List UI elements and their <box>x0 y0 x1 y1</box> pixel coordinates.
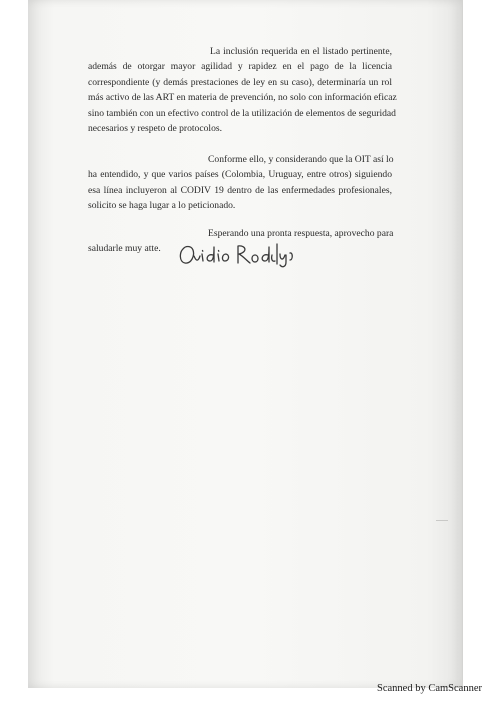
text-line: solicito se haga lugar a lo peticionado. <box>88 200 236 212</box>
closing-salutation: saludarle muy atte. <box>88 243 161 254</box>
text-line: Conforme ello, y considerando que la OIT así lo <box>208 154 394 165</box>
paper-edge-mark <box>436 520 448 521</box>
paragraph-oit <box>88 152 392 214</box>
text-line: Esperando una pronta respuesta, aprovecho para <box>208 228 394 239</box>
text-line: además de otorgar mayor agilidad y rapidez en el pago de la licencia <box>88 61 392 73</box>
handwritten-signature <box>176 238 298 270</box>
paragraph-inclusion <box>88 44 397 136</box>
text-line: correspondiente (y demás prestaciones de ley en su caso), determinaría un rol <box>88 76 392 88</box>
text-line: más activo de las ART en materia de prevención, no solo con información eficaz <box>88 92 397 104</box>
text-line: necesarios y respeto de protocolos. <box>88 123 223 135</box>
text-line: La inclusión requerida en el listado pertinente, <box>210 46 392 57</box>
scanner-watermark: Scanned by CamScanner <box>377 683 482 694</box>
text-line: esa línea incluyeron al CODIV 19 dentro de las enfermedades profesionales, <box>88 184 392 196</box>
text-line: ha entendido, y que varios países (Colombia, Uruguay, entre otros) siguiendo <box>88 169 392 181</box>
text-line: sino también con un efectivo control de la utilización de elementos de seguridad <box>88 107 396 119</box>
